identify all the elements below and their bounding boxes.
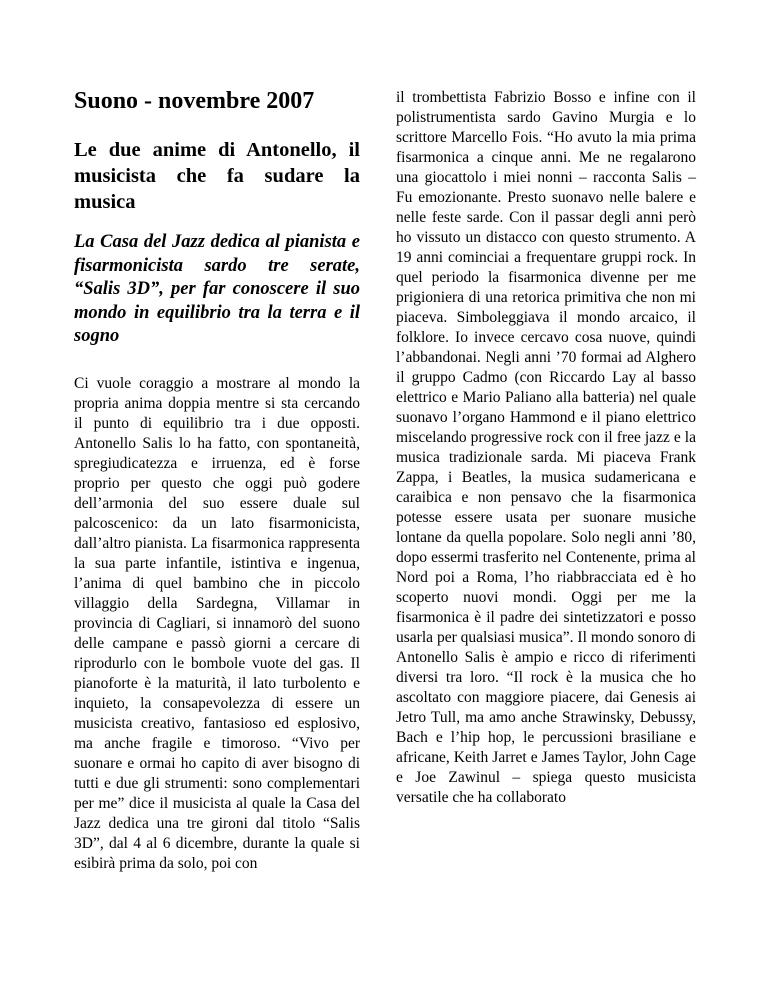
article-headline: Le due anime di Antonello, il musicista che fa sudare la musica: [74, 139, 360, 213]
article-body-left: Ci vuole coraggio a mostrare al mondo la propria anima doppia mentre si sta cercando il punto di equilibrio tra i due opposti. Antonello Salis lo ha fatto, con spontaneità, spregiudicatezza e irruenza, ed è forse proprio per questo che oggi può godere dell’armonia del suo essere duale sul palcoscenico: da un lato fisarmonicista, dall’altro pianista. La fisarmonica rappresenta la sua parte infantile, istintiva e ingenua, l’anima di quel bambino che in piccolo villaggio della Sardegna, Villamar in provincia di Cagliari, si innamorò del suono delle campane e passò giorni a cercare di riprodurlo con le bombole vuote del gas. Il pianoforte è la maturità, il lato turbolento e inquieto, la consapevolezza di essere un musicista creativo, fantasioso ed esplosivo, ma anche fragile e timoroso. “Vivo per suonare e ormai ho capito di aver bisogno di tutti e due gli strumenti: sono complementari per me” dice il musicista al quale la Casa del Jazz dedica una tre gironi dal titolo “Salis 3D”, dal 4 al 6 dicembre, durante la quale si esibirà prima da solo, poi con: [74, 375, 360, 872]
document-title: Suono - novembre 2007: [74, 88, 315, 114]
article-subheadline: La Casa del Jazz dedica al pianista e fisarmonicista sardo tre serate, “Salis 3D”, per far conoscere il suo mondo in equilibrio tra la terra e il sogno: [74, 232, 360, 346]
article-body-right: il trombettista Fabrizio Bosso e infine con il polistrumentista sardo Gavino Murgia e lo scrittore Marcello Fois. “Ho avuto la mia prima fisarmonica a cinque anni. Me ne regalarono una giocattolo i miei nonni – racconta Salis – Fu emozionante. Presto suonavo nelle balere e nelle feste sarde. Con il passar degli anni però ho vissuto un distacco con questo strumento. A 19 anni cominciai a frequentare gruppi rock. In quel periodo la fisarmonica divenne per me prigioniera di una retorica primitiva che non mi piaceva. Simboleggiava il mondo arcaico, il folklore. Io invece cercavo cosa nuove, quindi l’abbandonai. Negli anni ’70 formai ad Alghero il gruppo Cadmo (con Riccardo Lay al basso elettrico e Mario Paliano alla batteria) nel quale suonavo l’organo Hammond e il piano elettrico miscelando progressive rock con il free jazz e la musica tradizionale sarda. Mi piaceva Frank Zappa, i Beatles, la musica sudamericana e caraibica e non pensavo che la fisarmonica potesse essere usata per suonare musiche lontane da quella popolare. Solo negli anni ’80, dopo essermi trasferito nel Contenente, prima al Nord poi a Roma, l’ho riabbracciata ed è ho scoperto nuovi mondi. Oggi per me la fisarmonica è il padre dei sintetizzatori e posso usarla per qualsiasi musica”. Il mondo sonoro di Antonello Salis è ampio e ricco di riferimenti diversi tra loro. “Il rock è la musica che ho ascoltato con maggiore piacere, dai Genesis ai Jetro Tull, ma amo anche Strawinsky, Debussy, Bach e l’hip hop, le percussioni brasiliane e africane, Keith Jarret e James Taylor, John Cage e Joe Zawinul – spiega questo musicista versatile che ha collaborato: [396, 89, 696, 806]
